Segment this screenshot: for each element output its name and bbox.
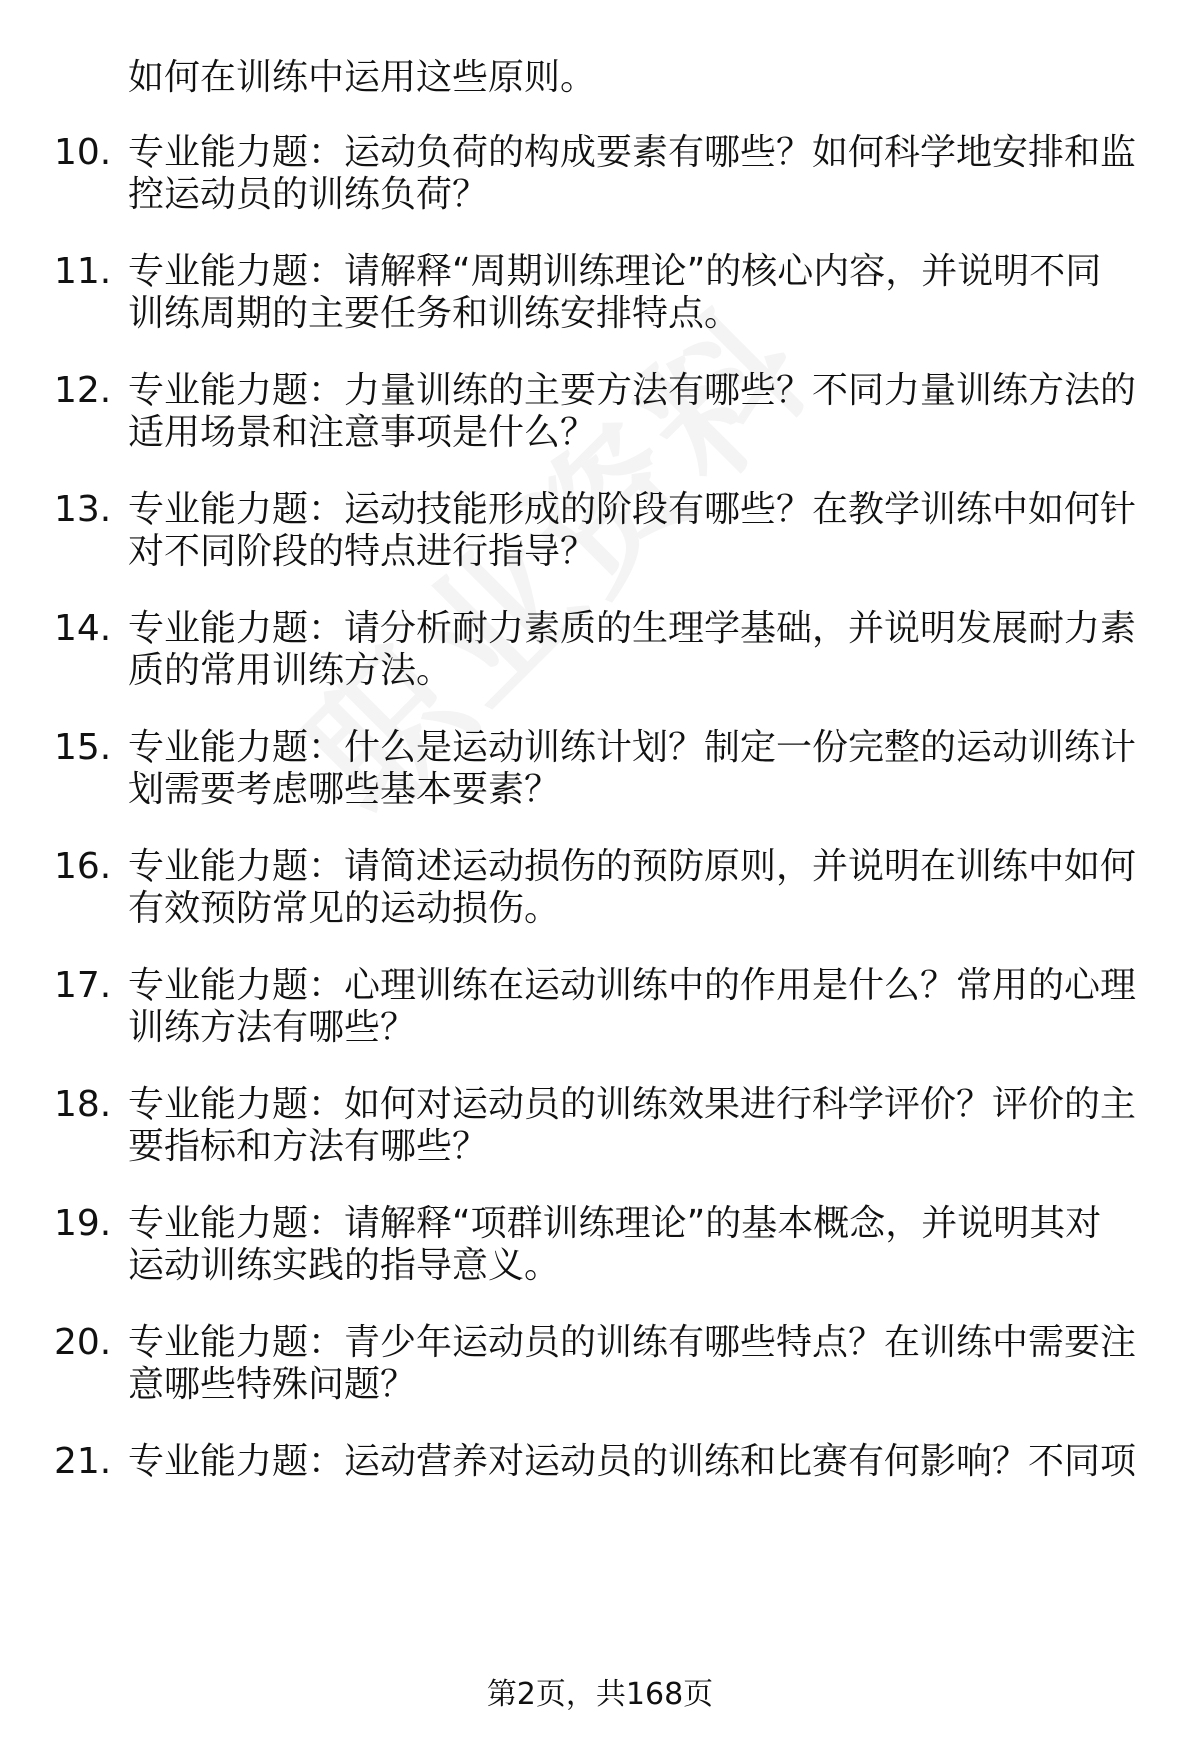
question-line-1: 专业能力题：请解释“项群训练理论”的基本概念，并说明其对 bbox=[128, 1203, 1102, 1244]
question-line-2: 有效预防常见的运动损伤。 bbox=[128, 888, 561, 929]
question-number: 11. bbox=[54, 251, 112, 292]
question-line-1: 专业能力题：运动技能形成的阶段有哪些？在教学训练中如何针 bbox=[128, 489, 1137, 530]
question-line-2: 控运动员的训练负荷？ bbox=[128, 174, 489, 215]
page-footer: 第2页，共168页 bbox=[486, 1677, 714, 1712]
question-line-1: 专业能力题：请简述运动损伤的预防原则，并说明在训练中如何 bbox=[128, 846, 1137, 887]
intro-continuation-line: 如何在训练中运用这些原则。 bbox=[128, 57, 597, 98]
question-line-2: 划需要考虑哪些基本要素？ bbox=[128, 769, 561, 810]
question-number: 18. bbox=[54, 1084, 112, 1125]
question-number: 13. bbox=[54, 489, 112, 530]
question-line-1: 专业能力题：运动营养对运动员的训练和比赛有何影响？不同项 bbox=[128, 1441, 1137, 1482]
question-line-1: 专业能力题：请解释“周期训练理论”的核心内容，并说明不同 bbox=[128, 251, 1102, 292]
question-line-2: 训练周期的主要任务和训练安排特点。 bbox=[128, 293, 741, 334]
question-line-2: 适用场景和注意事项是什么？ bbox=[128, 412, 597, 453]
question-number: 12. bbox=[54, 370, 112, 411]
question-number: 19. bbox=[54, 1203, 112, 1244]
question-number: 10. bbox=[54, 132, 112, 173]
question-number: 21. bbox=[54, 1441, 112, 1482]
question-number: 17. bbox=[54, 965, 112, 1006]
question-line-1: 专业能力题：什么是运动训练计划？制定一份完整的运动训练计 bbox=[128, 727, 1137, 768]
question-line-1: 专业能力题：如何对运动员的训练效果进行科学评价？评价的主 bbox=[128, 1084, 1137, 1125]
question-line-1: 专业能力题：力量训练的主要方法有哪些？不同力量训练方法的 bbox=[128, 370, 1137, 411]
question-number: 20. bbox=[54, 1322, 112, 1363]
question-line-2: 质的常用训练方法。 bbox=[128, 650, 453, 691]
question-line-2: 训练方法有哪些？ bbox=[128, 1007, 417, 1048]
question-line-1: 专业能力题：青少年运动员的训练有哪些特点？在训练中需要注 bbox=[128, 1322, 1137, 1363]
question-line-2: 对不同阶段的特点进行指导？ bbox=[128, 531, 597, 572]
question-line-2: 意哪些特殊问题？ bbox=[128, 1364, 417, 1405]
question-line-2: 要指标和方法有哪些？ bbox=[128, 1126, 489, 1167]
question-line-1: 专业能力题：运动负荷的构成要素有哪些？如何科学地安排和监 bbox=[128, 132, 1137, 173]
question-line-2: 运动训练实践的指导意义。 bbox=[128, 1245, 561, 1286]
question-line-1: 专业能力题：请分析耐力素质的生理学基础，并说明发展耐力素 bbox=[128, 608, 1137, 649]
question-number: 15. bbox=[54, 727, 112, 768]
question-number: 16. bbox=[54, 846, 112, 887]
question-line-1: 专业能力题：心理训练在运动训练中的作用是什么？常用的心理 bbox=[128, 965, 1137, 1006]
question-number: 14. bbox=[54, 608, 112, 649]
